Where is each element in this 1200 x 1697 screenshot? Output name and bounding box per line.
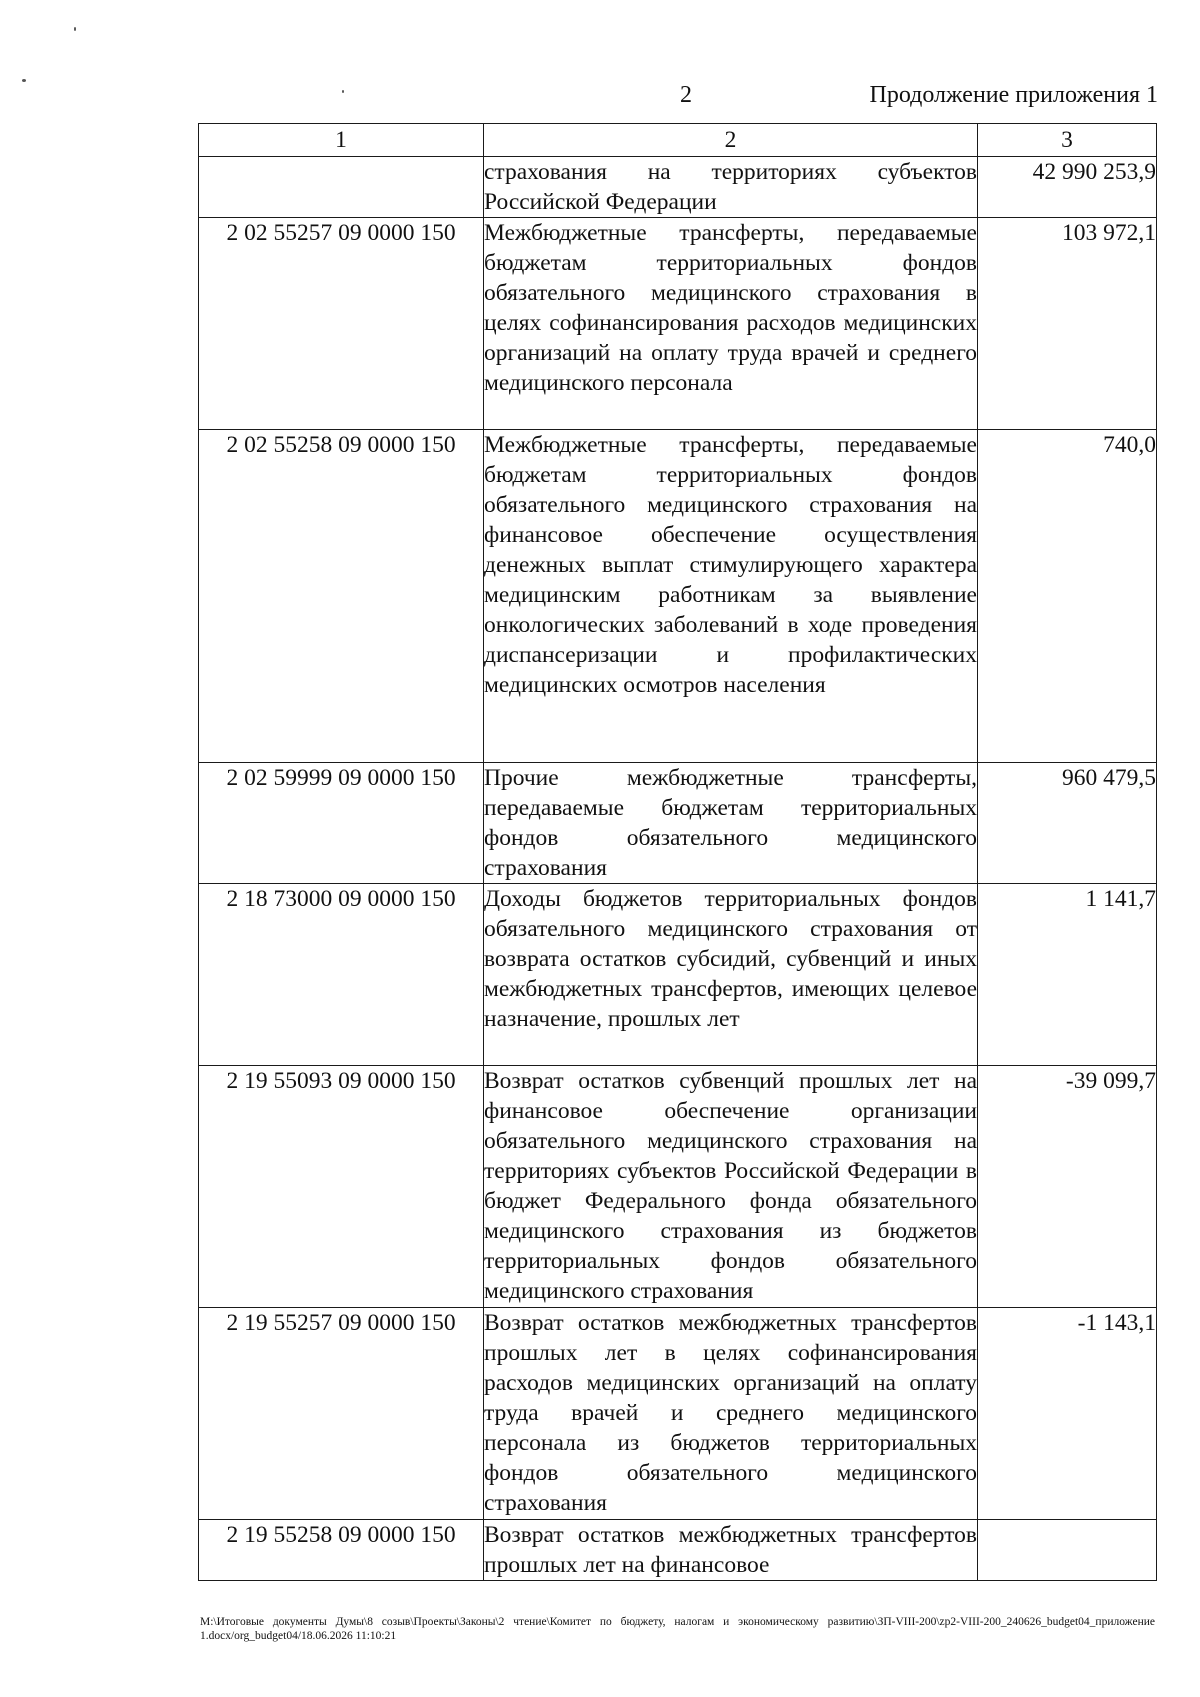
table-row [199, 157, 1157, 218]
column-header-code: 1 [199, 124, 484, 157]
table-header-row [199, 124, 1157, 157]
budget-code: 2 19 55257 09 0000 150 [199, 1308, 484, 1520]
column-header-amount: 3 [978, 124, 1157, 157]
budget-amount [978, 157, 1157, 218]
scan-speck [74, 27, 76, 31]
table-row [199, 1308, 1157, 1520]
table-row [199, 218, 1157, 430]
budget-description: Возврат остатков межбюджетных трансфертов прошлых лет на финансовое [484, 1520, 978, 1581]
budget-amount-value: 740,0 [1103, 432, 1156, 458]
budget-amount [978, 218, 1157, 430]
budget-code: 2 02 59999 09 0000 150 [199, 763, 484, 884]
scan-speck [22, 79, 26, 82]
table-row [199, 1066, 1157, 1308]
table-row [199, 430, 1157, 763]
table-row [199, 1520, 1157, 1581]
budget-amount [978, 430, 1157, 763]
budget-amount-value: 42 990 253,9 [1032, 159, 1156, 185]
budget-code [199, 157, 484, 218]
scan-speck [342, 90, 344, 93]
column-header-description: 2 [484, 124, 978, 157]
appendix-continuation-note: Продолжение приложения 1 [869, 82, 1158, 108]
budget-amount-value: -1 143,1 [1077, 1310, 1156, 1336]
budget-amount-value: -39 099,7 [1065, 1068, 1156, 1094]
budget-description: Возврат остатков межбюджетных трансфертов прошлых лет в целях софинансирования расходов медицинских организаций на оплату труда врачей и среднего медицинского персонала из бюджетов территориальных фондов обязательного медицинского страхования [484, 1308, 978, 1520]
table-row [199, 884, 1157, 1066]
budget-description: страхования на территориях субъектов Российской Федерации [484, 157, 978, 218]
budget-description: Возврат остатков субвенций прошлых лет на финансовое обеспечение организации обязательного медицинского страхования на территориях субъектов Российской Федерации в бюджет Федерального фонда обязательного медицинского страхования из бюджетов территориальных фондов обязательного медицинского страхования [484, 1066, 978, 1308]
page-number: 2 [680, 82, 692, 108]
budget-revenue-table [198, 123, 1157, 1581]
table-row [199, 763, 1157, 884]
document-file-path-footer: М:\Итоговые документы Думы\8 созыв\Проекты\Законы\2 чтение\Комитет по бюджету, налогам и экономическому развитию\ЗП-VIII-200\zp2-VIII-200_240626_budget04_приложение 1.docx/org_budget04/18.06.2026 11:10:21 [200, 1616, 1155, 1642]
budget-amount [978, 1520, 1157, 1581]
budget-amount [978, 763, 1157, 884]
budget-amount-value: 1 141,7 [1085, 886, 1156, 912]
budget-amount-value: 960 479,5 [1062, 765, 1156, 791]
budget-description: Межбюджетные трансферты, передаваемые бюджетам территориальных фондов обязательного медицинского страхования в целях софинансирования расходов медицинских организаций на оплату труда врачей и среднего медицинского персонала [484, 218, 978, 430]
budget-code: 2 19 55258 09 0000 150 [199, 1520, 484, 1581]
budget-amount [978, 884, 1157, 1066]
budget-amount [978, 1066, 1157, 1308]
budget-description: Доходы бюджетов территориальных фондов обязательного медицинского страхования от возврата остатков субсидий, субвенций и иных межбюджетных трансфертов, имеющих целевое назначение, прошлых лет [484, 884, 978, 1066]
budget-code: 2 02 55258 09 0000 150 [199, 430, 484, 763]
budget-code: 2 19 55093 09 0000 150 [199, 1066, 484, 1308]
budget-description: Межбюджетные трансферты, передаваемые бюджетам территориальных фондов обязательного медицинского страхования на финансовое обеспечение осуществления денежных выплат стимулирующего характера медицинским работникам за выявление онкологических заболеваний в ходе проведения диспансеризации и профилактических медицинских осмотров населения [484, 430, 978, 763]
budget-code: 2 18 73000 09 0000 150 [199, 884, 484, 1066]
budget-code: 2 02 55257 09 0000 150 [199, 218, 484, 430]
budget-amount-value: 103 972,1 [1062, 220, 1156, 246]
budget-description: Прочие межбюджетные трансферты, передаваемые бюджетам территориальных фондов обязательного медицинского страхования [484, 763, 978, 884]
budget-amount [978, 1308, 1157, 1520]
